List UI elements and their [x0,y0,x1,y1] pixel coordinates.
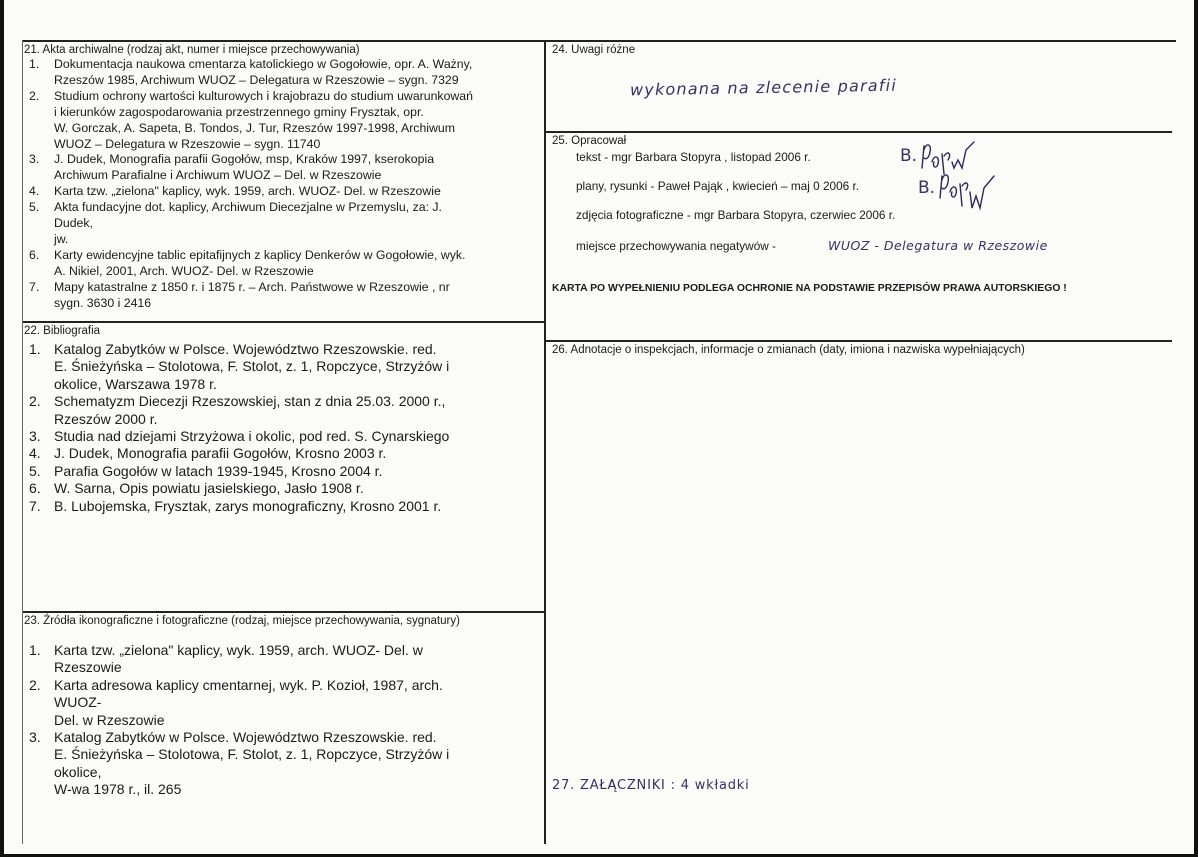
list-item: 6. W. Sarna, Opis powiatu jasielskiego, Jasło 1908 r. [29,480,364,497]
negatives-storage-row: miejsce przechowywania negatywów - [576,239,776,253]
list-item: 4. J. Dudek, Monografia parafii Gogołów, Krosno 2003 r. [29,445,387,462]
list-item: 3. Studia nad dziejami Strzyżowa i okolic, pod red. S. Cynarskiego [29,428,450,445]
section-22-title: 22. Bibliografia [24,325,101,337]
section-22-bibliography [24,325,543,515]
left-border [22,40,23,844]
list-item: 5. Parafia Gogołów w latach 1939-1945, Krosno 2004 r. [29,462,383,479]
scan-edge-right [1194,0,1198,857]
divider-22-23 [22,611,545,613]
section-26-inspection-notes [552,344,1152,357]
divider-24-25 [545,131,1172,133]
section-24-title: 24. Uwagi różne [552,44,636,56]
copyright-warning: KARTA PO WYPEŁNIENIU PODLEGA OCHRONIE NA PODSTAWIE PRZEPISÓW PRAWA AUTORSKIEGO ! [552,283,1067,294]
text-author-row: tekst - mgr Barbara Stopyra , listopad 2006 r. [576,150,811,164]
list-item: 2. Karta adresowa kaplicy cmentarnej, wyk. P. Kozioł, 1987, arch. WUOZ- Del. w Rzeszowie [29,676,443,728]
section-25-title: 25. Opracował [552,135,627,147]
form-top-rule [22,40,1176,42]
list-item: 2. Studium ochrony wartości kulturowych i krajobrazu do studium uwarunkowań i kierunków zagospodarowania przestrzennego gminy Frysztak, opr. W. Gorczak, A. Sapeta, B. Tondos, J. Tur, Rzeszów 1997-1998, Archiwum WUOZ – Delegatura w Rzeszowie – sygn. 11740 [29,88,473,151]
list-item: 7. B. Lubojemska, Frysztak, zarys monograficzny, Krosno 2001 r. [29,497,442,514]
section-23-title: 23. Źródła ikonograficzne i fotograficzne (rodzaj, miejsce przechowywania, sygnatury) [24,615,460,627]
section-23-iconographic-sources [24,615,543,799]
section-21-archival-records [24,44,543,312]
handwritten-attachments-note: 27. ZAŁĄCZNIKI : 4 wkładki [552,778,750,793]
list-item: 3. J. Dudek, Monografia parafii Gogołów, msp, Kraków 1997, kserokopia Archiwum Parafialne i Archiwum WUOZ – Del. w Rzeszowie [29,152,435,183]
list-item: 1. Karta tzw. „zielona" kaplicy, wyk. 1959, arch. WUOZ- Del. w Rzeszowie [29,642,423,676]
list-item: 7. Mapy katastralne z 1850 r. i 1875 r. – Arch. Państwowe w Rzeszowie , nr sygn. 3630 i 2416 [29,279,450,310]
list-item: 2. Schematyzm Diecezji Rzeszowskiej, stan z dnia 25.03. 2000 r., Rzeszów 2000 r. [29,393,446,427]
list-item: 1. Dokumentacja naukowa cmentarza katolickiego w Gogołowie, opr. A. Ważny, Rzeszów 1985, Archiwum WUOZ – Delegatura w Rzeszowie – sygn. 7329 [29,57,473,87]
list-item: 6. Karty ewidencyjne tablic epitafijnych z kaplicy Denkerów w Gogołowie, wyk. A. Nikiel, 2001, Arch. WUOZ- Del. w Rzeszowie [29,247,466,278]
section-24-remarks [552,44,1112,57]
column-divider [544,40,546,844]
archival-records-list [24,57,543,312]
photos-author-row: zdjęcia fotograficzne - mgr Barbara Stopyra, czerwiec 2006 r. [576,208,896,222]
handwritten-remark: wykonana na zlecenie parafii [629,75,898,100]
bibliography-list [24,341,543,515]
list-item: 5. Akta fundacyjne dot. kaplicy, Archiwum Diecezjalne w Przemyslu, za: J. Dudek, jw. [29,200,442,246]
list-item: 4. Karta tzw. „zielona" kaplicy, wyk. 1959, arch. WUOZ- Del. w Rzeszowie [29,184,441,199]
section-26-title: 26. Adnotacje o inspekcjach, informacje o zmianach (daty, imiona i nazwiska wypełniających) [552,344,1025,356]
handwritten-negatives-location: WUOZ - Delegatura w Rzeszowie [828,238,1048,253]
section-21-title: 21. Akta archiwalne (rodzaj akt, numer i miejsce przechowywania) [24,44,360,56]
list-item: 3. Katalog Zabytków w Polsce. Województwo Rzeszowskie. red. E. Śnieżyńska – Stolotowa, F. Stolot, z. 1, Ropczyce, Strzyżów i okolice, W-wa 1978 r., il. 265 [29,729,450,798]
plans-author-row: plany, rysunki - Paweł Pająk , kwiecień – maj 0 2006 r. [576,179,860,193]
iconographic-sources-list [24,642,543,799]
scan-edge-left [0,0,4,857]
divider-21-22 [22,321,545,323]
divider-25-26 [545,340,1172,342]
list-item: 1. Katalog Zabytków w Polsce. Województwo Rzeszowskie. red. E. Śnieżyńska – Stolotowa, F. Stolot, z. 1, Ropczyce, Strzyżów i okolice, Warszawa 1978 r. [29,341,450,392]
